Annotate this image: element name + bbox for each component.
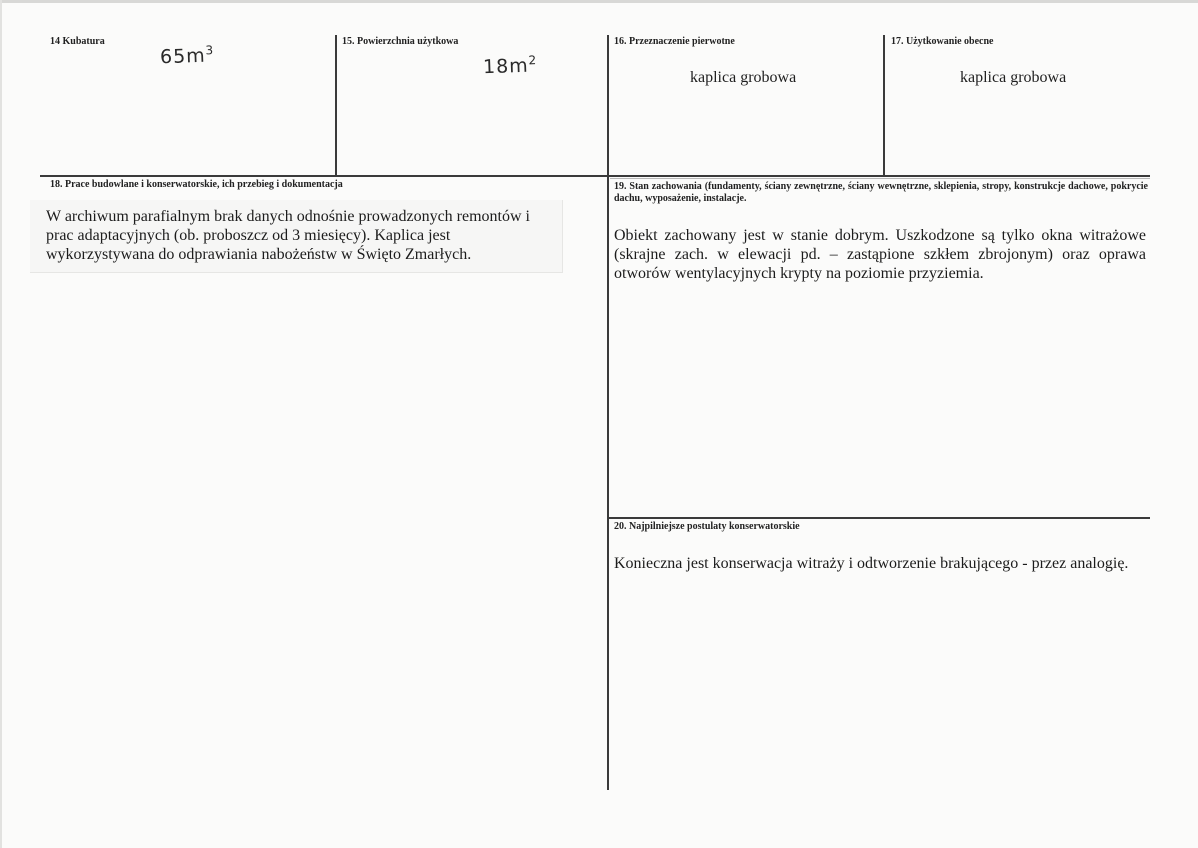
divider-14-15 <box>335 35 337 175</box>
field-15-value: $18m^2$ <box>482 53 538 79</box>
field-14-label: 14 Kubatura <box>50 36 105 47</box>
field-20-text: Konieczna jest konserwacja witraży i odtworzenie brakującego - przez analogię. <box>614 555 1129 572</box>
row-divider-19-thin <box>610 178 1150 179</box>
field-17-label: 17. Użytkowanie obecne <box>891 36 994 47</box>
page-edge-top <box>0 0 1198 3</box>
row-divider-20 <box>609 517 1150 519</box>
row-divider-top <box>40 175 1150 177</box>
page-edge-left <box>0 0 2 848</box>
field-18-label: 18. Prace budowlane i konserwatorskie, ich przebieg i dokumentacja <box>50 179 343 190</box>
field-19-text: Obiekt zachowany jest w stanie dobrym. Uszkodzone są tylko okna witrażowe (skrajne zach. w elewacji pd. – zastąpione szkłem zbrojonym) oraz oprawa otworów wentylacyjnych krypty na poziomie przyziemia. <box>614 227 1146 282</box>
field-19-label: 19. Stan zachowania (fundamenty, ściany zewnętrzne, ściany wewnętrzne, sklepienia, stropy, konstrukcje dachowe, pokrycie dachu, wyposażenie, instalacje. <box>614 181 1148 204</box>
field-14-value: $65m^3$ <box>159 43 215 69</box>
field-15-label: 15. Powierzchnia użytkowa <box>342 36 459 47</box>
field-16-label: 16. Przeznaczenie pierwotne <box>614 36 735 47</box>
field-17-value: kaplica grobowa <box>960 69 1067 86</box>
field-18-text: W archiwum parafialnym brak danych odnośnie prowadzonych remontów i prac adaptacyjnych (ob. proboszcz od 3 miesięcy). Kaplica jest wykorzystywana do odprawiania nabożeństw w Święto Zmarłych. <box>46 208 530 263</box>
divider-center <box>607 35 609 790</box>
field-16-value: kaplica grobowa <box>690 69 797 86</box>
field-20-label: 20. Najpilniejsze postulaty konserwatorskie <box>614 521 800 532</box>
divider-16-17 <box>883 35 885 175</box>
